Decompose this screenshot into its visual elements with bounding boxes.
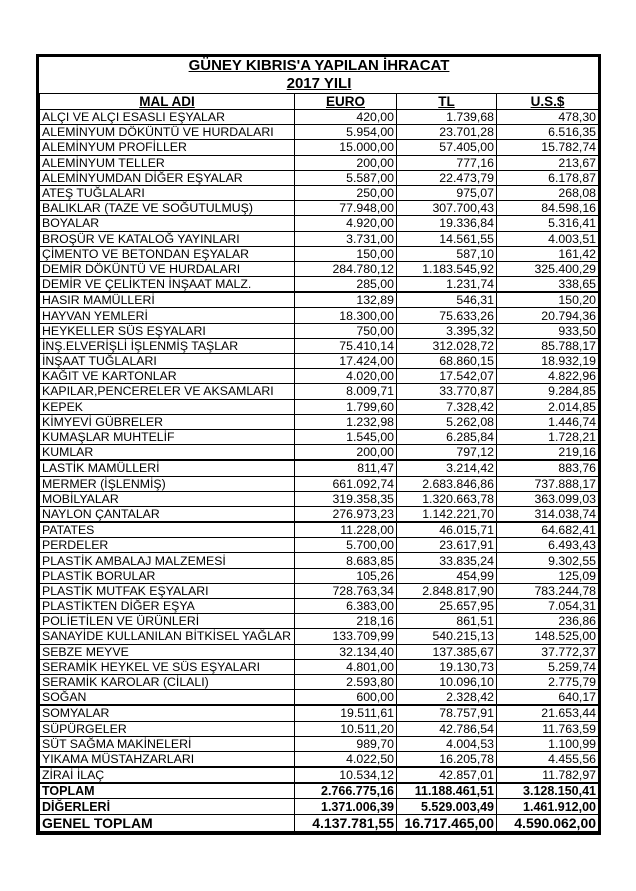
euro-value: 989,70	[295, 736, 397, 751]
euro-value: 6.383,00	[295, 599, 397, 614]
euro-value: 105,26	[295, 568, 397, 583]
tl-value: 19.130,73	[397, 659, 497, 674]
usd-value: 4.590.062,00	[497, 814, 599, 831]
usd-value: 20.794,36	[497, 308, 599, 323]
table-row	[40, 476, 599, 491]
table-title: GÜNEY KIBRIS'A YAPILAN İHRACAT	[188, 57, 450, 74]
euro-value: 4.137.781,55	[295, 814, 397, 831]
usd-value: 338,65	[497, 277, 599, 293]
usd-value: 7.054,31	[497, 599, 599, 614]
euro-value: 811,47	[295, 460, 397, 476]
euro-value: 200,00	[295, 155, 397, 170]
item-name: İNŞ.ELVERİŞLİ İŞLENMİŞ TAŞLAR	[40, 338, 295, 353]
export-table-sheet	[36, 54, 601, 835]
euro-value: 10.511,20	[295, 721, 397, 736]
usd-value: 640,17	[497, 690, 599, 706]
usd-value: 84.598,16	[497, 201, 599, 216]
item-name: ALEMİNYUM PROFİLLER	[40, 140, 295, 155]
tl-value: 4.004,53	[397, 736, 497, 751]
euro-value: 32.134,40	[295, 644, 397, 659]
tl-value: 14.561,55	[397, 231, 497, 246]
tl-value: 19.336,84	[397, 216, 497, 231]
euro-value: 3.731,00	[295, 231, 397, 246]
euro-value: 4.801,00	[295, 659, 397, 674]
export-table	[39, 57, 599, 832]
table-row	[40, 170, 599, 185]
usd-value: 161,42	[497, 246, 599, 261]
tl-value: 78.757,91	[397, 705, 497, 721]
usd-value: 11.763,59	[497, 721, 599, 736]
usd-value: 1.100,99	[497, 736, 599, 751]
item-name: MERMER (İŞLENMİŞ)	[40, 476, 295, 491]
table-row	[40, 767, 599, 783]
tl-value: 57.405,00	[397, 140, 497, 155]
table-row	[40, 721, 599, 736]
table-row	[40, 736, 599, 751]
item-name: KAĞIT VE KARTONLAR	[40, 369, 295, 384]
table-row	[40, 751, 599, 767]
tl-value: 16.205,78	[397, 751, 497, 767]
item-name: ATEŞ TUĞLALARI	[40, 185, 295, 200]
euro-value: 75.410,14	[295, 338, 397, 353]
tl-value: 17.542,07	[397, 369, 497, 384]
item-name: KAPILAR,PENCERELER VE AKSAMLARI	[40, 384, 295, 399]
usd-value: 148.525,00	[497, 629, 599, 644]
title-row	[40, 57, 599, 75]
item-name: ZİRAİ İLAÇ	[40, 767, 295, 783]
table-row	[40, 231, 599, 246]
euro-value: 218,16	[295, 614, 397, 629]
table-row	[40, 140, 599, 155]
tl-value: 454,99	[397, 568, 497, 583]
table-row	[40, 384, 599, 399]
usd-value: 325.400,29	[497, 261, 599, 276]
usd-value: 213,67	[497, 155, 599, 170]
tl-value: 16.717.465,00	[397, 814, 497, 831]
item-name: SERAMİK KAROLAR (CİLALI)	[40, 674, 295, 689]
table-row	[40, 460, 599, 476]
euro-value: 4.022,50	[295, 751, 397, 767]
tl-value: 1.739,68	[397, 110, 497, 125]
tl-value: 6.285,84	[397, 429, 497, 444]
usd-value: 268,08	[497, 185, 599, 200]
tl-value: 546,31	[397, 292, 497, 308]
tl-value: 777,16	[397, 155, 497, 170]
tl-value: 975,07	[397, 185, 497, 200]
euro-value: 19.511,61	[295, 705, 397, 721]
table-row	[40, 369, 599, 384]
table-row	[40, 354, 599, 369]
usd-value: 236,86	[497, 614, 599, 629]
euro-value: 2.766.775,16	[295, 783, 397, 799]
euro-value: 285,00	[295, 277, 397, 293]
tl-value: 540.215,13	[397, 629, 497, 644]
item-name: PLASTİKTEN DİĞER EŞYA	[40, 599, 295, 614]
item-name: KEPEK	[40, 399, 295, 414]
usd-value: 883,76	[497, 460, 599, 476]
euro-value: 1.371.006,39	[295, 799, 397, 814]
tl-value: 42.857,01	[397, 767, 497, 783]
euro-value: 8.683,85	[295, 553, 397, 568]
usd-value: 478,30	[497, 110, 599, 125]
usd-value: 11.782,97	[497, 767, 599, 783]
grand-total-row	[40, 814, 599, 831]
total-row	[40, 783, 599, 799]
tl-value: 2.683.846,86	[397, 476, 497, 491]
usd-value: 783.244,78	[497, 583, 599, 598]
euro-value: 8.009,71	[295, 384, 397, 399]
usd-value: 64.682,41	[497, 522, 599, 538]
item-name: ALÇI VE ALÇI ESASLI EŞYALAR	[40, 110, 295, 125]
tl-value: 861,51	[397, 614, 497, 629]
item-name: SÜPÜRGELER	[40, 721, 295, 736]
total-row	[40, 799, 599, 814]
item-name: ALEMİNYUM TELLER	[40, 155, 295, 170]
usd-value: 6.516,35	[497, 125, 599, 140]
table-row	[40, 125, 599, 140]
item-name: SERAMİK HEYKEL VE SÜS EŞYALARI	[40, 659, 295, 674]
table-row	[40, 323, 599, 338]
table-row	[40, 705, 599, 721]
usd-value: 18.932,19	[497, 354, 599, 369]
euro-value: 77.948,00	[295, 201, 397, 216]
table-row	[40, 201, 599, 216]
table-row	[40, 491, 599, 506]
tl-value: 3.395,32	[397, 323, 497, 338]
tl-value: 797,12	[397, 445, 497, 461]
usd-value: 1.461.912,00	[497, 799, 599, 814]
usd-value: 9.284,85	[497, 384, 599, 399]
item-name: SEBZE MEYVE	[40, 644, 295, 659]
tl-value: 1.231,74	[397, 277, 497, 293]
item-name: KUMAŞLAR MUHTELİF	[40, 429, 295, 444]
euro-value: 284.780,12	[295, 261, 397, 276]
usd-value: 85.788,17	[497, 338, 599, 353]
item-name: NAYLON ÇANTALAR	[40, 506, 295, 522]
item-name: BALIKLAR (TAZE VE SOĞUTULMUŞ)	[40, 201, 295, 216]
item-name: TOPLAM	[40, 783, 295, 799]
table-row	[40, 445, 599, 461]
usd-value: 219,16	[497, 445, 599, 461]
tl-value: 11.188.461,51	[397, 783, 497, 799]
usd-value: 37.772,37	[497, 644, 599, 659]
tl-value: 23.701,28	[397, 125, 497, 140]
tl-value: 5.529.003,49	[397, 799, 497, 814]
table-row	[40, 522, 599, 538]
item-name: YIKAMA MÜSTAHZARLARI	[40, 751, 295, 767]
tl-value: 587,10	[397, 246, 497, 261]
item-name: DEMİR DÖKÜNTÜ VE HURDALARI	[40, 261, 295, 276]
euro-value: 5.700,00	[295, 538, 397, 553]
tl-value: 312.028,72	[397, 338, 497, 353]
euro-value: 5.587,00	[295, 170, 397, 185]
tl-value: 33.770,87	[397, 384, 497, 399]
euro-value: 420,00	[295, 110, 397, 125]
table-row	[40, 308, 599, 323]
table-row	[40, 399, 599, 414]
usd-value: 2.775,79	[497, 674, 599, 689]
item-name: DİĞERLERİ	[40, 799, 295, 814]
item-name: ALEMİNYUMDAN DİĞER EŞYALAR	[40, 170, 295, 185]
tl-value: 75.633,26	[397, 308, 497, 323]
euro-value: 2.593,80	[295, 674, 397, 689]
tl-value: 46.015,71	[397, 522, 497, 538]
usd-value: 2.014,85	[497, 399, 599, 414]
item-name: BOYALAR	[40, 216, 295, 231]
tl-value: 10.096,10	[397, 674, 497, 689]
euro-value: 1.232,98	[295, 414, 397, 429]
table-row	[40, 553, 599, 568]
usd-value: 6.493,43	[497, 538, 599, 553]
item-name: PERDELER	[40, 538, 295, 553]
table-row	[40, 261, 599, 276]
table-row	[40, 690, 599, 706]
euro-value: 11.228,00	[295, 522, 397, 538]
usd-value: 737.888,17	[497, 476, 599, 491]
table-row	[40, 110, 599, 125]
usd-value: 363.099,03	[497, 491, 599, 506]
item-name: ALEMİNYUM DÖKÜNTÜ VE HURDALARI	[40, 125, 295, 140]
item-name: KİMYEVİ GÜBRELER	[40, 414, 295, 429]
tl-value: 25.657,95	[397, 599, 497, 614]
table-row	[40, 429, 599, 444]
table-row	[40, 583, 599, 598]
usd-value: 1.446,74	[497, 414, 599, 429]
item-name: LASTİK MAMÜLLERİ	[40, 460, 295, 476]
usd-value: 21.653,44	[497, 705, 599, 721]
item-name: SÜT SAĞMA MAKİNELERİ	[40, 736, 295, 751]
item-name: ÇİMENTO VE BETONDAN EŞYALAR	[40, 246, 295, 261]
table-row	[40, 659, 599, 674]
euro-value: 200,00	[295, 445, 397, 461]
item-name: HASIR MAMÜLLERİ	[40, 292, 295, 308]
usd-value: 5.316,41	[497, 216, 599, 231]
table-row	[40, 599, 599, 614]
col-header-euro: EURO	[325, 94, 365, 109]
table-row	[40, 538, 599, 553]
usd-value: 15.782,74	[497, 140, 599, 155]
table-row	[40, 506, 599, 522]
tl-value: 1.320.663,78	[397, 491, 497, 506]
usd-value: 5.259,74	[497, 659, 599, 674]
col-header-tl: TL	[438, 94, 455, 109]
euro-value: 15.000,00	[295, 140, 397, 155]
usd-value: 4.003,51	[497, 231, 599, 246]
table-row	[40, 338, 599, 353]
euro-value: 150,00	[295, 246, 397, 261]
table-row	[40, 644, 599, 659]
usd-value: 314.038,74	[497, 506, 599, 522]
item-name: BROŞÜR VE KATALOĞ YAYINLARI	[40, 231, 295, 246]
tl-value: 137.385,67	[397, 644, 497, 659]
item-name: GENEL TOPLAM	[40, 814, 295, 831]
table-row	[40, 246, 599, 261]
item-name: İNŞAAT TUĞLALARI	[40, 354, 295, 369]
tl-value: 7.328,42	[397, 399, 497, 414]
header-row	[40, 94, 599, 110]
euro-value: 132,89	[295, 292, 397, 308]
usd-value: 4.455,56	[497, 751, 599, 767]
tl-value: 33.835,24	[397, 553, 497, 568]
tl-value: 22.473,79	[397, 170, 497, 185]
tl-value: 68.860,15	[397, 354, 497, 369]
item-name: DEMİR VE ÇELİKTEN İNŞAAT MALZ.	[40, 277, 295, 293]
item-name: PLASTİK MUTFAK EŞYALARI	[40, 583, 295, 598]
usd-value: 150,20	[497, 292, 599, 308]
euro-value: 319.358,35	[295, 491, 397, 506]
table-row	[40, 414, 599, 429]
table-row	[40, 155, 599, 170]
tl-value: 1.183.545,92	[397, 261, 497, 276]
euro-value: 4.920,00	[295, 216, 397, 231]
euro-value: 18.300,00	[295, 308, 397, 323]
tl-value: 307.700,43	[397, 201, 497, 216]
col-header-mal-adi: MAL ADI	[139, 94, 195, 109]
euro-value: 5.954,00	[295, 125, 397, 140]
tl-value: 42.786,54	[397, 721, 497, 736]
item-name: SANAYİDE KULLANILAN BİTKİSEL YAĞLAR	[40, 629, 295, 644]
usd-value: 3.128.150,41	[497, 783, 599, 799]
euro-value: 276.973,23	[295, 506, 397, 522]
usd-value: 125,09	[497, 568, 599, 583]
tl-value: 2.328,42	[397, 690, 497, 706]
table-row	[40, 629, 599, 644]
item-name: MOBİLYALAR	[40, 491, 295, 506]
item-name: HEYKELLER SÜS EŞYALARI	[40, 323, 295, 338]
table-row	[40, 568, 599, 583]
tl-value: 3.214,42	[397, 460, 497, 476]
euro-value: 661.092,74	[295, 476, 397, 491]
tl-value: 2.848.817,90	[397, 583, 497, 598]
table-row	[40, 216, 599, 231]
usd-value: 9.302,55	[497, 553, 599, 568]
table-row	[40, 674, 599, 689]
tl-value: 1.142.221,70	[397, 506, 497, 522]
table-subtitle: 2017 YILI	[286, 75, 352, 92]
item-name: HAYVAN YEMLERİ	[40, 308, 295, 323]
subtitle-row	[40, 75, 599, 94]
item-name: SOMYALAR	[40, 705, 295, 721]
euro-value: 10.534,12	[295, 767, 397, 783]
euro-value: 133.709,99	[295, 629, 397, 644]
item-name: POLİETİLEN VE ÜRÜNLERİ	[40, 614, 295, 629]
euro-value: 728.763,34	[295, 583, 397, 598]
tl-value: 23.617,91	[397, 538, 497, 553]
euro-value: 250,00	[295, 185, 397, 200]
table-row	[40, 277, 599, 293]
table-row	[40, 185, 599, 200]
usd-value: 4.822,96	[497, 369, 599, 384]
euro-value: 1.545,00	[295, 429, 397, 444]
euro-value: 1.799,60	[295, 399, 397, 414]
usd-value: 6.178,87	[497, 170, 599, 185]
euro-value: 750,00	[295, 323, 397, 338]
item-name: KUMLAR	[40, 445, 295, 461]
item-name: PLASTİK BORULAR	[40, 568, 295, 583]
euro-value: 4.020,00	[295, 369, 397, 384]
table-row	[40, 614, 599, 629]
usd-value: 933,50	[497, 323, 599, 338]
item-name: SOĞAN	[40, 690, 295, 706]
item-name: PLASTİK AMBALAJ MALZEMESİ	[40, 553, 295, 568]
euro-value: 600,00	[295, 690, 397, 706]
tl-value: 5.262,08	[397, 414, 497, 429]
usd-value: 1.728,21	[497, 429, 599, 444]
euro-value: 17.424,00	[295, 354, 397, 369]
table-row	[40, 292, 599, 308]
item-name: PATATES	[40, 522, 295, 538]
col-header-usd: U.S.$	[530, 94, 565, 109]
